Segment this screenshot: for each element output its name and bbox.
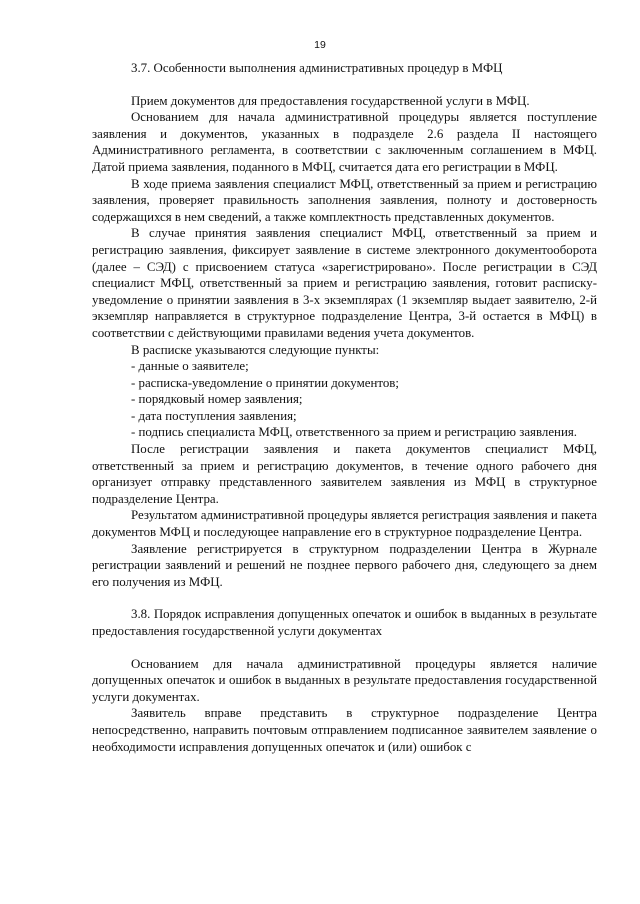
section-3-7-intro: Прием документов для предоставления государственной услуги в МФЦ.	[131, 93, 530, 108]
page-number: 19	[314, 39, 326, 51]
receipt-item: - порядковый номер заявления;	[131, 392, 303, 407]
section-3-7-paragraph-5: Результатом административной процедуры является регистрация заявления и пакета документов МФЦ и последующее направление его в структурное подразделение Центра.	[92, 508, 597, 540]
section-3-7-heading: 3.7. Особенности выполнения административных процедур в МФЦ	[131, 61, 503, 75]
receipt-item: - подпись специалиста МФЦ, ответственного за прием и регистрацию заявления.	[131, 425, 577, 440]
section-3-7-paragraph-6: Заявление регистрируется в структурном подразделении Центра в Журнале регистрации заявлений и решений не позднее первого рабочего дня, следующего за днем его получения из МФЦ.	[92, 541, 597, 589]
section-3-7-paragraph-2: В ходе приема заявления специалист МФЦ, ответственный за прием и регистрацию заявления, проверяет правильность заполнения заявления, полноту и достоверность содержащихся в нем сведений, а также комплектность представленных документов.	[92, 176, 597, 224]
section-3-7-paragraph-3: В случае принятия заявления специалист МФЦ, ответственный за прием и регистрацию заявления, фиксирует заявление в системе электронного документооборота (далее – СЭД) с присвоением статуса «зарегистрировано». После регистрации в СЭД специалист МФЦ, ответственный за прием и регистрацию заявления, готовит расписку-уведомление о принятии заявления в 3-х экземплярах (1 экземпляр выдает заявителю, 2-й экземпляр направляется в структурное подразделение Центра, 3-й остается в МФЦ) в соответствии с действующими правилами ведения учета документов.	[92, 226, 597, 340]
receipt-items-intro: В расписке указываются следующие пункты:	[131, 342, 380, 357]
section-3-7-paragraph-4: После регистрации заявления и пакета документов специалист МФЦ, ответственный за прием и регистрацию документов, в течение одного рабочего дня организует отправку представленного заявителем заявления из МФЦ в структурное подразделение Центра.	[92, 442, 597, 506]
receipt-item: - дата поступления заявления;	[131, 408, 297, 423]
spacer	[92, 590, 597, 606]
page-content	[92, 60, 597, 755]
receipt-item: - данные о заявителе;	[131, 359, 249, 374]
section-3-8-paragraph-1: Основанием для начала административной процедуры является наличие допущенных опечаток и ошибок в выданных в результате предоставления государственной услуги документах.	[92, 656, 597, 704]
spacer	[92, 640, 597, 656]
receipt-item: - расписка-уведомление о принятии документов;	[131, 375, 399, 390]
spacer	[92, 77, 597, 93]
section-3-8-heading: 3.8. Порядок исправления допущенных опечаток и ошибок в выданных в результате предоставления государственной услуги документах	[92, 607, 597, 638]
section-3-8-paragraph-2: Заявитель вправе представить в структурное подразделение Центра непосредственно, направить почтовым отправлением подписанное заявителем заявление о необходимости исправления допущенных опечаток и (или) ошибок с	[92, 706, 597, 754]
section-3-7-paragraph-1: Основанием для начала административной процедуры является поступление заявления и документов, указанных в подразделе 2.6 раздела II настоящего Административного регламента, в соответствии с заключенным соглашением в МФЦ. Датой приема заявления, поданного в МФЦ, считается дата его регистрации в МФЦ.	[92, 110, 597, 174]
